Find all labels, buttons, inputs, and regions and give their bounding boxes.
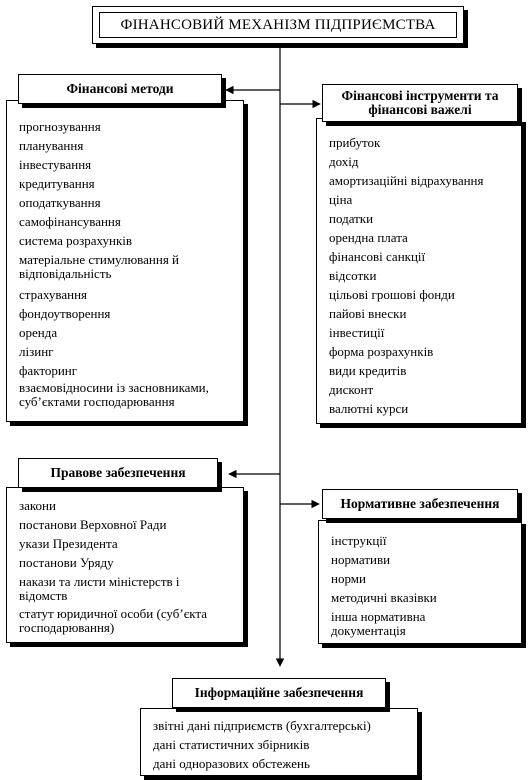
list-item: фондоутворення xyxy=(19,306,111,321)
list-item: цільові грошові фонди xyxy=(329,287,455,302)
instruments-header: Фінансові інструменти та фінансові важелі xyxy=(322,84,518,122)
list-item: лізинг xyxy=(19,344,54,359)
list-item: матеріальне стимулювання й відповідальність xyxy=(19,252,180,281)
list-item: інструкції xyxy=(331,533,387,548)
main-title: ФІНАНСОВИЙ МЕХАНІЗМ ПІДПРИЄМСТВА xyxy=(99,12,457,38)
list-item: постанови Уряду xyxy=(19,555,114,570)
list-item: амортизаційні відрахування xyxy=(329,173,484,188)
list-item: система розрахунків xyxy=(19,233,133,248)
list-item: податки xyxy=(329,211,374,226)
list-item: методичні вказівки xyxy=(331,590,437,605)
list-item: нормативи xyxy=(331,552,391,567)
list-item: страхування xyxy=(19,287,88,302)
methods-list xyxy=(6,100,244,422)
list-item: норми xyxy=(331,571,366,586)
legal-list xyxy=(6,487,244,643)
list-item: прибуток xyxy=(329,135,381,150)
legal-header: Правове забезпечення xyxy=(18,458,218,488)
list-item: пайові внески xyxy=(329,306,407,321)
list-item: прогнозування xyxy=(19,119,101,134)
list-item: відсотки xyxy=(329,268,377,283)
list-item: укази Президента xyxy=(19,536,118,551)
list-item: валютні курси xyxy=(329,401,409,416)
main-title-box xyxy=(92,6,464,44)
list-item: постанови Верховної Ради xyxy=(19,517,167,532)
list-item: інвестування xyxy=(19,157,92,172)
list-item: взаємовідносини із засновниками, суб’єктами господарювання xyxy=(19,380,209,409)
normative-header: Нормативне забезпечення xyxy=(322,489,518,519)
normative-list xyxy=(318,520,522,644)
list-item: орендна плата xyxy=(329,230,408,245)
methods-header: Фінансові методи xyxy=(18,74,222,104)
list-item: дані статистичних збірників xyxy=(153,737,310,752)
list-item: дисконт xyxy=(329,382,374,397)
list-item: закони xyxy=(19,498,56,513)
list-item: звітні дані підприємств (бухгалтерські) xyxy=(153,718,371,733)
instruments-list xyxy=(316,118,522,424)
list-item: оренда xyxy=(19,325,58,340)
list-item: дані одноразових обстежень xyxy=(153,756,310,771)
list-item: фінансові санкції xyxy=(329,249,426,264)
list-item: факторинг xyxy=(19,363,78,378)
list-item: дохід xyxy=(329,154,359,169)
info-list xyxy=(140,708,418,776)
list-item: самофінансування xyxy=(19,214,121,229)
list-item: інша нормативна документація xyxy=(331,609,426,638)
list-item: оподаткування xyxy=(19,195,101,210)
list-item: накази та листи міністерств і відомств xyxy=(19,574,180,603)
list-item: форма розрахунків xyxy=(329,344,434,359)
list-item: планування xyxy=(19,138,84,153)
list-item: кредитування xyxy=(19,176,95,191)
info-header: Інформаційне забезпечення xyxy=(172,678,386,708)
list-item: ціна xyxy=(329,192,353,207)
list-item: статут юридичної особи (суб’єкта господарювання) xyxy=(19,606,208,635)
list-item: види кредитів xyxy=(329,363,407,378)
list-item: інвестиції xyxy=(329,325,385,340)
